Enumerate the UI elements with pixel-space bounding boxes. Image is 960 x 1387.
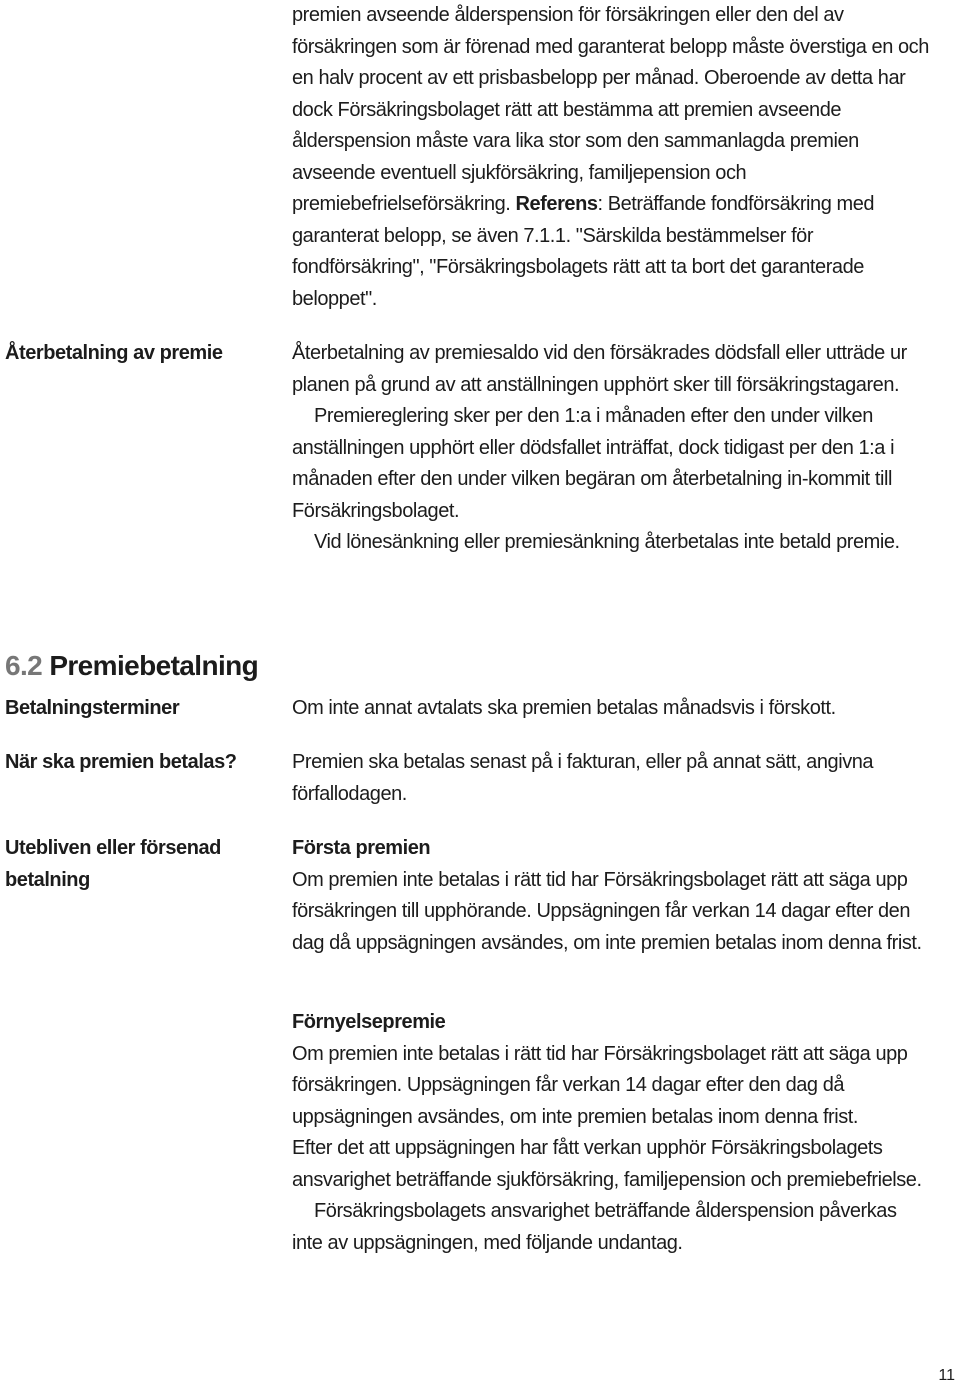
forsta-premien-text: Om premien inte betalas i rätt tid har Försäkringsbolaget rätt att säga upp försäkringen till upphörande. Uppsägningen får verkan 14 dagar efter den dag då uppsägningen avsändes, om inte premien betalas inom denna frist.: [292, 868, 922, 954]
fornyelsepremie-text-2: Efter det att uppsägningen har fått verkan upphör Försäkringsbolagets ansvarighet beträffande sjukförsäkring, familjepension och premiebefrielse.: [292, 1137, 922, 1191]
page-number: 11: [938, 1367, 955, 1384]
section-title: Premiebetalning: [49, 650, 259, 681]
nar-text: Premien ska betalas senast på i fakturan, eller på annat sätt, angivna förfallodagen.: [292, 751, 874, 805]
betalningsterminer-text: Om inte annat avtalats ska premien betalas månadsvis i förskott.: [292, 697, 836, 719]
aterbetalning-paragraph-1: Återbetalning av premiesaldo vid den försäkrades dödsfall eller utträde ur planen på grund av att anställningen upphört sker till försäkringstagaren.: [292, 342, 907, 396]
aterbetalning-paragraph-3: Vid lönesänkning eller premiesänkning återbetalas inte betald premie.: [314, 531, 900, 553]
top-paragraph: [292, 0, 932, 315]
reference-label: Referens: [515, 193, 598, 215]
top-paragraph-text-1: premien avseende ålderspension för försäkringen eller den del av försäkringen som är förenad med garanterat belopp måste överstiga en och en halv procent av ett prisbasbelopp per månad. Oberoende av detta har dock Försäkringsbolaget rätt att bestämma att premien avseende ålderspension måste vara lika stor som den sammanlagda premien avseende eventuell sjukförsäkring, familjepension och premiebefrielseförsäkring.: [292, 4, 929, 215]
section-heading: [5, 648, 258, 684]
fornyelsepremie-text-1: Om premien inte betalas i rätt tid har Försäkringsbolaget rätt att säga upp försäkringen. Uppsägningen får verkan 14 dagar efter den dag då uppsägningen avsändes, om inte premien betalas inom denna frist.: [292, 1042, 908, 1128]
top-text-block: [292, 0, 932, 315]
nar-block: [292, 747, 932, 810]
section-number: 6.2: [5, 650, 43, 681]
fornyelsepremie-text-3: Försäkringsbolagets ansvarighet beträffande ålderspension påverkas inte av uppsägningen, med följande undantag.: [292, 1200, 897, 1254]
aterbetalning-block: [292, 338, 932, 559]
side-heading-betalningsterminer: Betalningsterminer: [5, 697, 180, 719]
forsta-premien-heading: Första premien: [292, 837, 431, 859]
fornyelsepremie-block: [292, 1007, 932, 1259]
top-paragraph-text-2: : Beträffande fondförsäkring med garanterat belopp, se även 7.1.1. "Särskilda bestämmelser för fondförsäkring", "Försäkringsbolagets rätt att ta bort det garanterade beloppet".: [292, 193, 875, 310]
forsta-premien-block: [292, 833, 932, 959]
side-heading-utebliven: Utebliven eller försenad betalning: [5, 837, 221, 891]
side-heading-nar: När ska premien betalas?: [5, 751, 237, 773]
aterbetalning-paragraph-2: Premiereglering sker per den 1:a i månaden efter den under vilken anställningen upphört eller dödsfallet inträffat, dock tidigast per den 1:a i månaden efter den under vilken begäran om återbetalning in-kommit till Försäkringsbolaget.: [292, 405, 895, 522]
side-heading-aterbetalning: Återbetalning av premie: [5, 342, 223, 364]
betalningsterminer-block: [292, 693, 932, 725]
fornyelsepremie-heading: Förnyelsepremie: [292, 1011, 446, 1033]
